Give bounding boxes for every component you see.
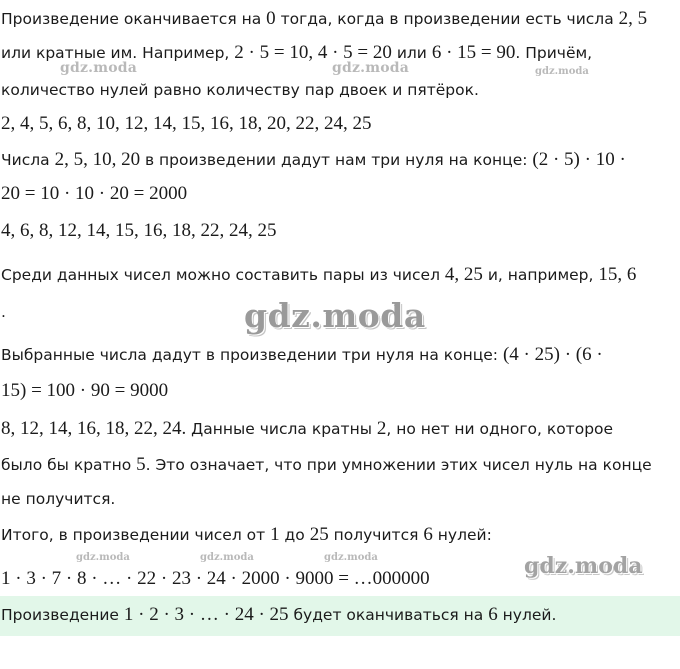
math-expression: 1 · 3 · 7 · 8 · … · 22 · 23 · 24 · 2000 · 9000 = …000000 (1, 568, 430, 589)
text-run: будет оканчиваться на (288, 606, 489, 624)
text-line (1, 525, 492, 545)
text-line (1, 80, 479, 100)
text-line (1, 9, 647, 29)
text-run: нулей. (497, 606, 557, 624)
watermark-logo: gdz.moda (332, 60, 410, 76)
math-expression: 15) = 100 · 90 = 9000 (1, 380, 169, 401)
watermark-logo: gdz.moda (200, 552, 254, 563)
text-line (1, 419, 613, 439)
math-expression: 25 (309, 524, 329, 545)
text-run: или (391, 44, 432, 62)
watermark-logo: gdz.moda (324, 552, 378, 563)
math-expression: 2, 5, 10, 20 (54, 149, 141, 170)
math-expression: 2 · 5 = 10, 4 · 5 = 20 (234, 42, 392, 63)
math-expression: 5 (136, 454, 146, 475)
text-line (1, 114, 372, 134)
text-run: Данные числа кратны (186, 420, 377, 438)
text-line (1, 265, 636, 285)
math-expression: 1 · 2 · 3 · … · 24 · 25 (123, 604, 289, 625)
answer-box (0, 596, 680, 636)
math-expression: 0 (266, 8, 276, 29)
text-line (1, 569, 430, 589)
math-expression: (4 · 25) · (6 · (502, 344, 603, 365)
text-run: . Причём, (515, 44, 593, 62)
text-run: Выбранные числа дадут в произведении три нуля на конце: (1, 346, 503, 364)
text-run: до (279, 526, 310, 544)
math-expression: 20 = 10 · 10 · 20 = 2000 (1, 183, 188, 204)
math-expression: 15, 6 (598, 264, 637, 285)
text-line (1, 345, 603, 365)
watermark-logo: gdz.moda (524, 553, 643, 579)
text-run: Среди данных чисел можно составить пары из чисел (1, 266, 445, 284)
text-run: , но нет ни одного, которое (386, 420, 614, 438)
text-run: количество нулей равно количеству пар двоек и пятёрок. (1, 81, 479, 99)
answer-line (1, 605, 556, 625)
text-run: Произведение оканчивается на (1, 10, 267, 28)
text-line (1, 221, 277, 241)
text-run: Произведение (1, 606, 124, 624)
text-line (1, 302, 6, 322)
math-expression: 2 (376, 418, 387, 439)
watermark-logo: gdz.moda (535, 66, 589, 77)
text-line (1, 455, 652, 475)
text-run: или кратные им. Например, (1, 44, 235, 62)
math-expression: 2, 4, 5, 6, 8, 10, 12, 14, 15, 16, 18, 20, 22, 24, 25 (1, 113, 372, 134)
text-run: и, например, (482, 266, 599, 284)
text-run: в произведении дадут нам три нуля на конце: (140, 151, 533, 169)
watermark-logo: gdz.moda (244, 296, 426, 335)
math-expression: 6 · 15 = 90 (431, 42, 516, 63)
text-run: получится (328, 526, 424, 544)
math-expression: 6 (488, 604, 498, 625)
text-run: Итого, в произведении чисел от (1, 526, 271, 544)
text-line (1, 381, 168, 401)
text-run: . (1, 303, 6, 321)
math-expression: 4, 6, 8, 12, 14, 15, 16, 18, 22, 24, 25 (1, 220, 277, 241)
text-run: тогда, когда в произведении есть числа (275, 10, 619, 28)
watermark-logo: gdz.moda (60, 60, 138, 76)
math-expression: 1 (270, 524, 280, 545)
math-expression: (2 · 5) · 10 · (532, 149, 626, 170)
text-run: нулей: (432, 526, 492, 544)
text-run: . Это означает, что при умножении этих чисел нуль на конце (145, 456, 652, 474)
watermark-logo: gdz.moda (76, 552, 130, 563)
text-line (1, 184, 187, 204)
math-expression: 6 (423, 524, 433, 545)
text-run: не получится. (1, 490, 116, 508)
text-line (1, 150, 626, 170)
math-expression: 8, 12, 14, 16, 18, 22, 24. (1, 418, 187, 439)
text-line (1, 489, 115, 509)
text-run: было бы кратно (1, 456, 137, 474)
math-expression: 4, 25 (444, 264, 483, 285)
math-expression: 2, 5 (618, 8, 648, 29)
text-run: Числа (1, 151, 55, 169)
